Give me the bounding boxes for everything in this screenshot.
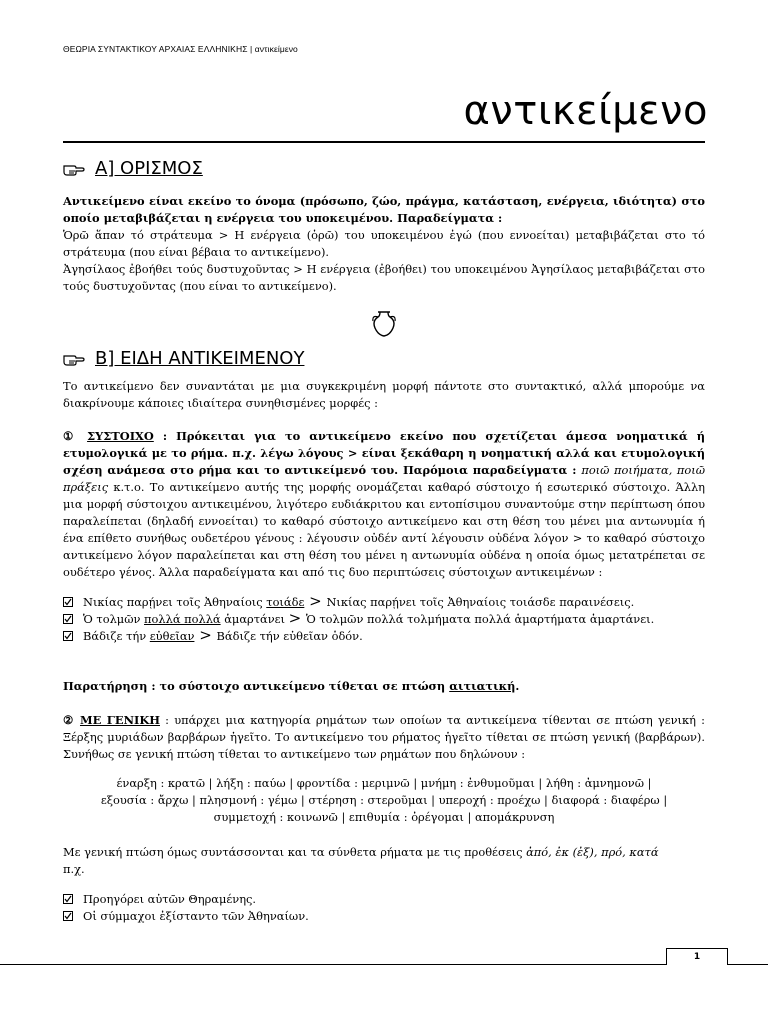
prepositions-px: π.χ. (63, 862, 85, 876)
note-end: . (515, 679, 520, 693)
section-b-intro (63, 378, 705, 412)
section-b-heading (63, 348, 304, 369)
intro-text: Το αντικείμενο δεν συναντάται με μια συγκεκριμένη μορφή πάντοτε στο συντακτικό, αλλά μπορούμε να διακρίνουμε κάποιες ιδιαίτερα συνηθισμένες μορφές : (63, 379, 705, 410)
genitive-examples (63, 891, 705, 925)
section-a-heading (63, 158, 203, 179)
checkbox-icon (63, 894, 73, 904)
categories-line: εξουσία : ἄρχω | πλησμονή : γέμω | στέρηση : στεροῦμαι | υπεροχή : προέχω | διαφορά : διαφέρω | (100, 793, 668, 807)
footer-divider (0, 964, 768, 965)
section-b-title: Β] ΕΙΔΗ ΑΝΤΙΚΕΙΜΕΝΟΥ (95, 348, 305, 369)
systoicho-text-a: : Πρόκειται για το αντικείμενο εκείνο που σχετίζεται άμεσα νοηματικά ή ετυμολογικά με το ρήμα. π.χ. λέγω λόγους > είναι ξεκάθαρη η νοηματική αλλά και ετυμολογική σχέση ανάμεσα στο ρήμα και το αντικείμενό του. Παρόμοια παραδείγματα : (63, 429, 705, 477)
checkbox-icon (63, 911, 73, 921)
item-number-1: ① (63, 429, 79, 443)
example-2: Ἀγησίλαος ἐβοήθει τούς δυστυχοῦντας > Η ενέργεια (ἐβοήθει) του υποκειμένου Ἀγησίλαος μεταβιβάζεται στο τούς δυστυχοῦντας (που είναι το αντικείμενο). (63, 262, 705, 293)
pointing-hand-icon (63, 351, 85, 367)
genitive-text: : υπάρχει μια κατηγορία ρημάτων των οποίων τα αντικείμενα τίθενται σε πτώση γενική : Ξέρξης μυριάδων βαρβάρων ἡγεῖτο. Το αντικείμενο του ρήματος ἡγεῖτο τίθεται σε πτώση γενική (βαρβάρων). Συνήθως σε γενική πτώση τίθεται το αντικείμενο των ρημάτων που δηλώνουν : (63, 713, 705, 761)
arrow-symbol: > (288, 609, 306, 627)
definition-text: Αντικείμενο είναι εκείνο το όνομα (πρόσωπο, ζώο, πράγμα, κατάσταση, ενέργεια, ιδιότητα) στο οποίο μεταβιβάζεται η ενέργεια του υποκειμένου. Παραδείγματα : (63, 194, 705, 225)
page-title: αντικείμενο (463, 88, 708, 134)
example-text: Βάδιζε τήν (83, 629, 150, 643)
term-systoicho: ΣΥΣΤΟΙΧΟ (87, 429, 154, 443)
example-underlined: πολλά πολλά (144, 612, 221, 626)
categories-line: έναρξη : κρατῶ | λήξη : παύω | φροντίδα : μεριμνῶ | μνήμη : ἐνθυμοῦμαι | λήθη : ἀμνημονῶ | (116, 776, 652, 790)
pointing-hand-icon (63, 161, 85, 177)
prepositions-list: ἀπό, ἐκ (ἐξ), πρό, κατά (526, 845, 659, 859)
amphora-icon (368, 308, 400, 340)
section-a-title: Α] ΟΡΙΣΜΟΣ (95, 158, 203, 179)
note-term: αιτιατική (449, 679, 516, 693)
systoicho-italic-examples: ποιῶ ποιήματα, ποιῶ πράξεις (63, 463, 705, 494)
title-divider (63, 141, 705, 143)
term-genitive: ΜΕ ΓΕΝΙΚΗ (79, 713, 160, 727)
checkbox-icon (63, 631, 73, 641)
item-number-2: ② (63, 713, 75, 727)
list-item (63, 611, 705, 628)
example-underlined: τοιάδε (266, 595, 305, 609)
example-text: Βάδιζε τήν εὐθεῖαν ὁδόν. (216, 629, 363, 643)
list-item (63, 628, 705, 645)
note-label: Παρατήρηση (63, 679, 148, 693)
list-item (63, 594, 705, 611)
verb-categories (63, 775, 705, 826)
list-item (63, 908, 705, 925)
example-1: Ὁρῶ ἅπαν τό στράτευμα > Η ενέργεια (ὁρῶ) του υποκειμένου ἐγώ (που εννοείται) μεταβιβάζεται στο τό στράτευμα (που είναι βέβαια το αντικείμενο). (63, 228, 705, 259)
running-header: ΘΕΩΡΙΑ ΣΥΝΤΑΚΤΙΚΟΥ ΑΡΧΑΙΑΣ ΕΛΛΗΝΙΚΗΣ | αντικείμενο (63, 44, 298, 54)
arrow-symbol: > (194, 626, 217, 644)
list-item (63, 891, 705, 908)
example-text: Οἱ σύμμαχοι ἐξίσταντο τῶν Ἀθηναίων. (83, 909, 309, 923)
section-a-body (63, 193, 705, 295)
systoicho-examples (63, 594, 705, 645)
note-text: : το σύστοιχο αντικείμενο τίθεται σε πτώση (147, 679, 450, 693)
arrow-symbol: > (304, 592, 327, 610)
page-number: 1 (666, 948, 728, 965)
genitive-paragraph (63, 712, 705, 763)
example-text: Ὁ τολμῶν πολλά τολμήματα πολλά ἁμαρτήματα ἁμαρτάνει. (305, 612, 655, 626)
prepositions-paragraph (63, 844, 705, 878)
example-text: Ὁ τολμῶν (83, 612, 145, 626)
checkbox-icon (63, 597, 73, 607)
note-paragraph (63, 678, 705, 695)
checkbox-icon (63, 614, 73, 624)
systoicho-text-b: κ.τ.ο. Το αντικείμενο αυτής της μορφής ονομάζεται καθαρό σύστοιχο ή εσωτερικό σύστοιχο. Άλλη μια μορφή σύστοιχου αντικειμένου, λιγότερο ευδιάκριτου και εντοπίσιμου συναντούμε στην περίπτωση όπου παραλείπεται (δηλαδή εννοείται) το καθαρό σύστοιχο αντικείμενο και στη θέση του μένει μια αντωνυμία ή ένα επίθετο συνήθως ουδετέρου γένους : λέγουσιν οὐδέν αντί λέγουσιν οὐδένα λόγον > το καθαρό σύστοιχο αντικείμενο λόγον παραλείπεται και στη θέση του μένει η αντωνυμία οὐδένα η οποία όμως μετατρέπεται σε ουδέτερο γένος. Άλλα παραδείγματα και από τις δυο περιπτώσεις σύστοιχων αντικειμένων : (63, 480, 705, 579)
example-text: Προηγόρει αὐτῶν Θηραμένης. (83, 892, 257, 906)
example-text: ἁμαρτάνει (220, 612, 289, 626)
example-underlined: εὐθεῖαν (149, 629, 195, 643)
systoicho-paragraph (63, 428, 705, 581)
example-text: Νικίας παρῄνει τοῖς Ἀθηναίοις τοιάσδε παραινέσεις. (326, 595, 635, 609)
example-text: Νικίας παρῄνει τοῖς Ἀθηναίοις (83, 595, 267, 609)
categories-line: συμμετοχή : κοινωνῶ | επιθυμία : ὀρέγομαι | απομάκρυνση (213, 810, 555, 824)
prepositions-text: Με γενική πτώση όμως συντάσσονται και τα σύνθετα ρήματα με τις προθέσεις (63, 845, 527, 859)
